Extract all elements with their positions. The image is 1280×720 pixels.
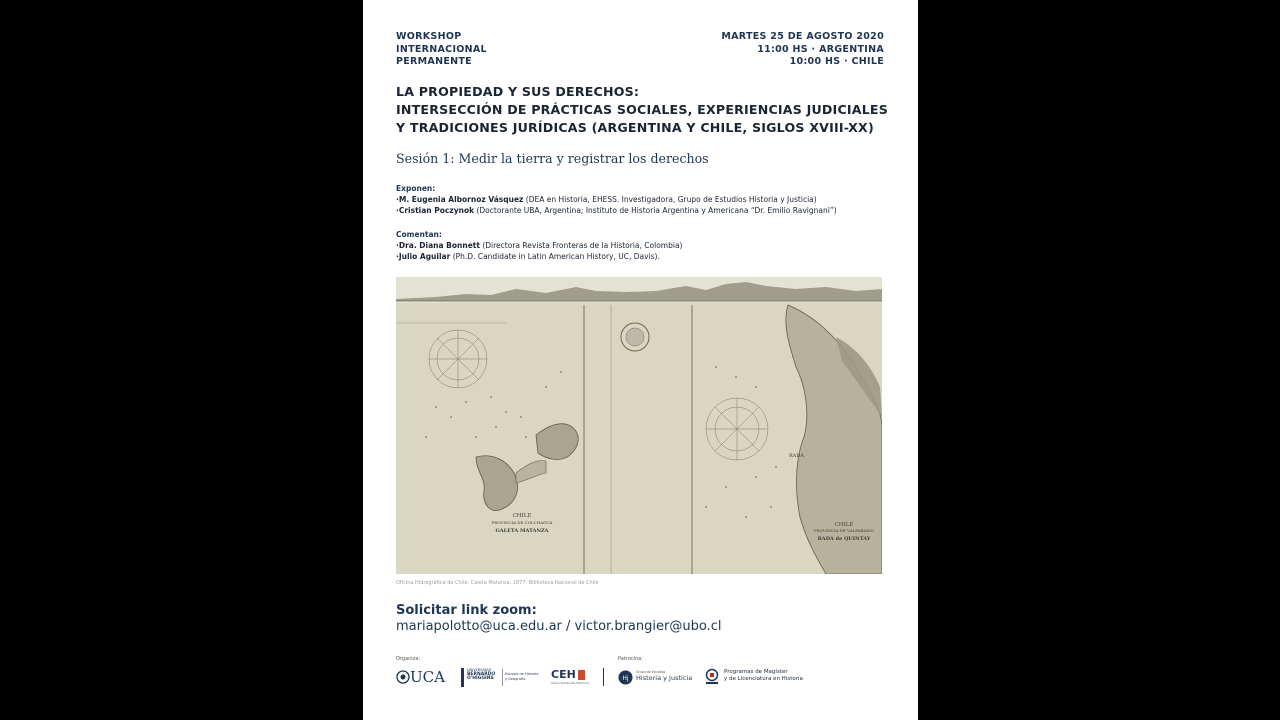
historia-justicia-logo: [618, 668, 698, 688]
speaker-detail: (Doctorante UBA, Argentina; Instituto de Historia Argentina y Americana “Dr. Emilio Ravignani”): [474, 206, 837, 215]
session-title: Sesión 1: Medir la tierra y registrar los derechos: [396, 151, 709, 166]
hyj-wordmark: Historia y Justicia: [636, 674, 693, 682]
ceh-subtitle: Centro de Estudios Históricos: [551, 682, 590, 685]
speaker-line: [396, 205, 837, 216]
zoom-contacts: [396, 619, 721, 634]
ubo-bar-icon: [461, 668, 464, 687]
map-right-title-line: CHILE: [834, 522, 854, 528]
ceh-book-icon: [578, 670, 585, 680]
commentator-name: ·Julio Aguilar: [396, 252, 451, 261]
poster: [363, 0, 918, 720]
date-line: MARTES 25 DE AGOSTO 2020: [721, 31, 884, 42]
title-line: LA PROPIEDAD Y SUS DERECHOS:: [396, 84, 640, 99]
time-argentina: 11:00 HS · ARGENTINA: [757, 43, 884, 55]
hyj-circle-icon: [618, 670, 633, 685]
ubo-line: UNIVERSIDAD: [467, 668, 492, 672]
date-time: [721, 31, 884, 69]
map-bay-label: RADA: [789, 453, 804, 459]
ubo-line: BERNARDO: [467, 671, 496, 677]
exponen-block: [396, 183, 837, 216]
title-line: Y TRADICIONES JURÍDICAS (ARGENTINA Y CHILE, SIGLOS XVIII-XX): [396, 120, 874, 135]
commentator-line: [396, 240, 682, 251]
zoom-label: Solicitar link zoom:: [396, 603, 537, 618]
email-link[interactable]: mariapolotto@uca.edu.ar: [396, 619, 562, 634]
title-line: INTERSECCIÓN DE PRÁCTICAS SOCIALES, EXPERIENCIAS JUDICIALES: [396, 102, 889, 117]
workshop-label: [396, 31, 487, 69]
speaker-detail: (DEA en Historia, EHESS. Investigadora, Grupo de Estudios Historia y Justicia): [523, 195, 817, 204]
map-caption: Oficina Hidrográfica de Chile. Caleta Matanza. 1877. Biblioteca Nacional de Chile: [396, 580, 599, 586]
escuela-line: y Geografía: [505, 676, 526, 681]
exponen-label: Exponen:: [396, 184, 436, 193]
workshop-line: PERMANENTE: [396, 56, 472, 68]
uca-wordmark: UCA: [410, 668, 445, 686]
ubo-line: O'HIGGINS: [467, 676, 494, 681]
comentan-block: [396, 229, 682, 262]
commentator-detail: (Ph.D. Candidate in Latin American History, UC, Davis).: [450, 252, 660, 261]
time-chile: 10:00 HS · CHILE: [789, 56, 884, 68]
hyj-small-label: Grupo de Estudios: [636, 670, 666, 674]
event-title: [396, 83, 896, 137]
commentator-name: ·Dra. Diana Bonnett: [396, 241, 480, 250]
map-right-title-line: PROVINCIA DE VALPARAISO: [814, 528, 874, 533]
commentator-line: [396, 251, 682, 262]
email-link[interactable]: victor.brangier@ubo.cl: [574, 619, 722, 634]
programas-logo: [705, 667, 825, 689]
comentan-label: Comentan:: [396, 230, 442, 239]
speaker-name: ·M. Eugenia Albornoz Vásquez: [396, 195, 524, 204]
historic-map-image: [396, 277, 882, 574]
uca-seal-icon: [396, 670, 410, 684]
svg-text:Hj: Hj: [622, 675, 629, 682]
escuela-line: Escuela de Historia: [505, 672, 539, 676]
programas-line: y de Licenciatura en Historia: [724, 676, 803, 682]
ceh-wordmark: CEH: [551, 668, 576, 681]
ubo-shield-icon: [705, 668, 719, 686]
ceh-logo: [551, 668, 601, 688]
speaker-line: [396, 194, 837, 205]
uca-logo: [396, 668, 451, 686]
speaker-name: ·Cristian Poczynok: [396, 206, 475, 215]
programas-line: Programas de Magíster: [724, 669, 788, 675]
commentator-detail: (Directora Revista Fronteras de la Historia, Colombia): [479, 241, 683, 250]
workshop-line: INTERNACIONAL: [396, 43, 487, 55]
map-left-title-line: PROVINCIA DE COLCHAGUA: [491, 520, 553, 525]
email-separator: /: [561, 619, 575, 634]
patrocina-label: Patrocina:: [618, 656, 643, 662]
map-left-title-line: CHILE: [512, 513, 532, 519]
ubo-logo: [461, 668, 541, 688]
divider: [502, 669, 503, 686]
map-right-title-line: RADA de QUINTAY: [817, 536, 871, 542]
map-left-title-line: GALETA MATANZA: [495, 528, 549, 534]
footer-divider: [603, 668, 604, 686]
organiza-label: Organiza:: [396, 656, 421, 662]
nautical-chart-illustration: [396, 277, 882, 574]
workshop-line: WORKSHOP: [396, 31, 462, 42]
